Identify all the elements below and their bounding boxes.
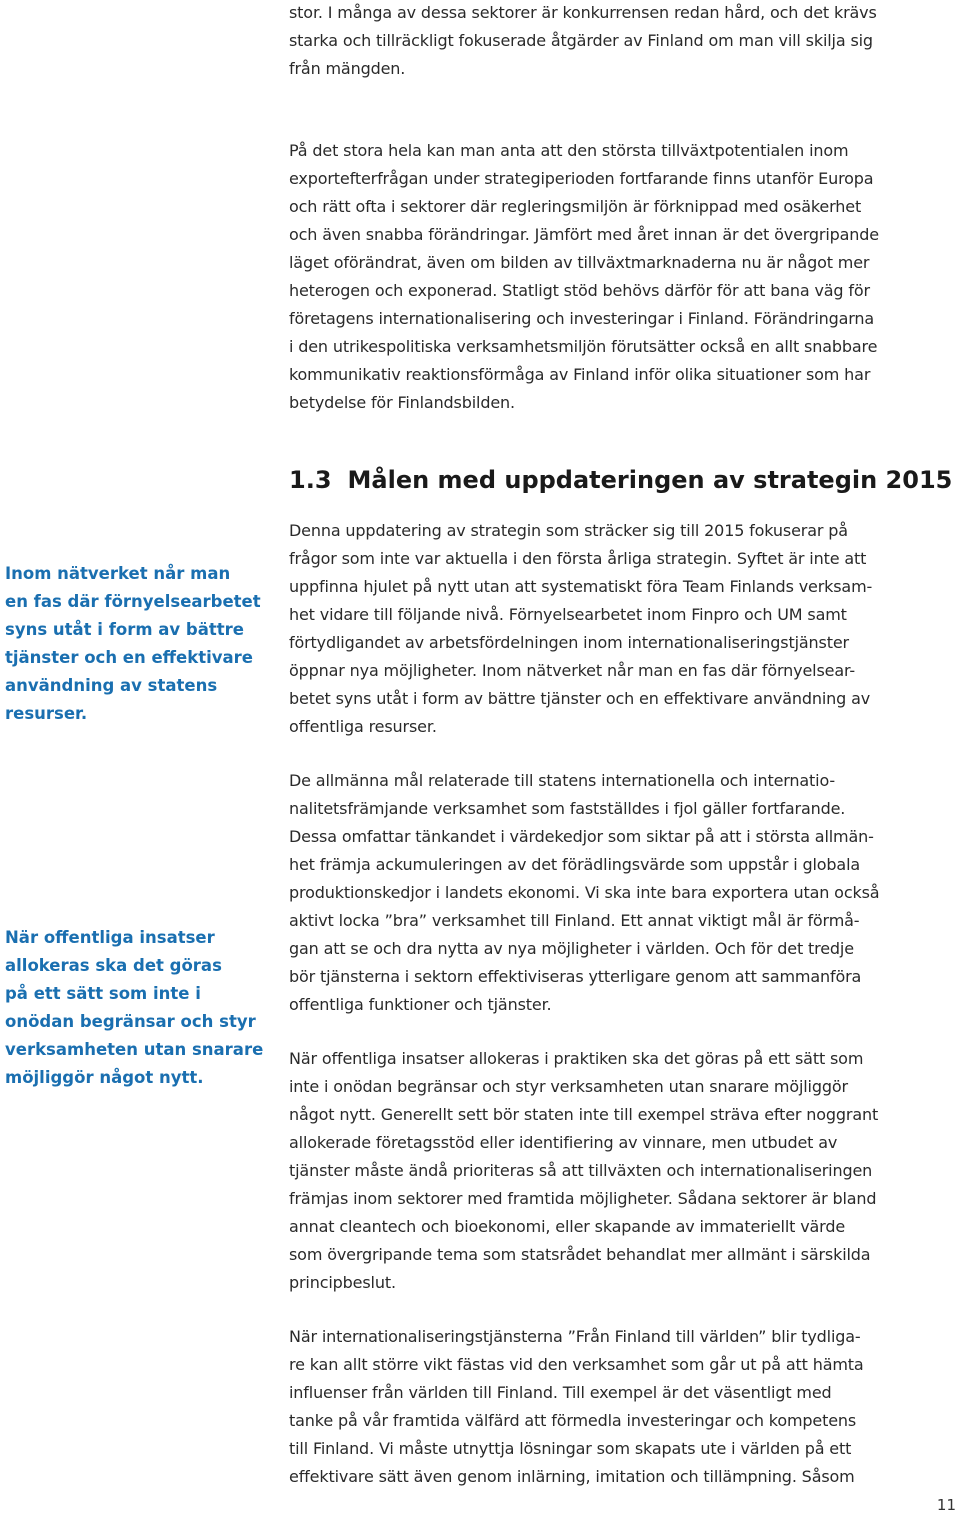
text-line: När internationaliseringstjänsterna ”Från Finland till världen” blir tydliga- <box>289 1327 861 1346</box>
quote-line: allokeras ska det göras <box>5 956 222 975</box>
text-line: frågor som inte var aktuella i den första årliga strategin. Syftet är inte att <box>289 549 867 568</box>
text-line: offentliga resurser. <box>289 717 437 736</box>
text-line: aktivt locka ”bra” verksamhet till Finland. Ett annat viktigt mål är förmå- <box>289 911 860 930</box>
quote-line: resurser. <box>5 704 88 723</box>
section-number: 1.3 <box>289 466 332 494</box>
quote-line: verksamheten utan snarare <box>5 1040 264 1059</box>
intro-paragraph <box>289 0 953 83</box>
paragraph-internationalisation <box>289 1323 953 1491</box>
paragraph-growth-potential <box>289 137 953 417</box>
text-line: gan att se och dra nytta av nya möjligheter i världen. Och för det tredje <box>289 939 854 958</box>
section-title: Målen med uppdateringen av strategin 2015 <box>347 466 953 494</box>
text-line: offentliga funktioner och tjänster. <box>289 995 552 1014</box>
text-line: re kan allt större vikt fästas vid den verksamhet som går ut på att hämta <box>289 1355 864 1374</box>
quote-line: användning av statens <box>5 676 218 695</box>
text-line: något nytt. Generellt sett bör staten inte till exempel sträva efter noggrant <box>289 1105 879 1124</box>
quote-line: Inom nätverket når man <box>5 564 231 583</box>
text-line: Dessa omfattar tänkandet i värdekedjor som siktar på att i största allmän- <box>289 827 874 846</box>
quote-line: onödan begränsar och styr <box>5 1012 256 1031</box>
text-line: När offentliga insatser allokeras i praktiken ska det göras på ett sätt som <box>289 1049 864 1068</box>
text-line: uppfinna hjulet på nytt utan att systematiskt föra Team Finlands verksam- <box>289 577 873 596</box>
text-line: från mängden. <box>289 59 406 78</box>
text-line: stor. I många av dessa sektorer är konkurrensen redan hård, och det krävs <box>289 3 877 22</box>
quote-line: syns utåt i form av bättre <box>5 620 244 639</box>
text-line: het vidare till följande nivå. Förnyelsearbetet inom Finpro och UM samt <box>289 605 847 624</box>
text-line: öppnar nya möjligheter. Inom nätverket når man en fas där förnyelsear- <box>289 661 856 680</box>
text-line: exportefterfrågan under strategiperioden fortfarande finns utanför Europa <box>289 169 874 188</box>
pull-quote-network <box>5 560 270 728</box>
quote-line: möjliggör något nytt. <box>5 1068 204 1087</box>
text-line: inte i onödan begränsar och styr verksamheten utan snarare möjliggör <box>289 1077 848 1096</box>
text-line: effektivare sätt även genom inlärning, imitation och tillämpning. Såsom <box>289 1467 855 1486</box>
text-line: betet syns utåt i form av bättre tjänster och en effektivare användning av <box>289 689 871 708</box>
text-line: heterogen och exponerad. Statligt stöd behövs därför för att bana väg för <box>289 281 870 300</box>
text-line: kommunikativ reaktionsförmåga av Finland inför olika situationer som har <box>289 365 871 384</box>
text-line: och rätt ofta i sektorer där regleringsmiljön är förknippad med osäkerhet <box>289 197 862 216</box>
text-line: De allmänna mål relaterade till statens internationella och internatio- <box>289 771 836 790</box>
quote-line: en fas där förnyelsearbetet <box>5 592 261 611</box>
text-line: tjänster måste ändå prioriteras så att tillväxten och internationaliseringen <box>289 1161 873 1180</box>
text-line: förtydligandet av arbetsfördelningen inom internationaliseringstjänster <box>289 633 849 652</box>
text-line: och även snabba förändringar. Jämfört med året innan är det övergripande <box>289 225 879 244</box>
text-line: betydelse för Finlandsbilden. <box>289 393 515 412</box>
text-line: bör tjänsterna i sektorn effektiviseras ytterligare genom att sammanföra <box>289 967 862 986</box>
text-line: läget oförändrat, även om bilden av tillväxtmarknaderna nu är något mer <box>289 253 870 272</box>
text-line: På det stora hela kan man anta att den största tillväxtpotentialen inom <box>289 141 849 160</box>
pull-quote-public-efforts <box>5 924 270 1092</box>
text-line: Denna uppdatering av strategin som sträcker sig till 2015 fokuserar på <box>289 521 848 540</box>
quote-line: tjänster och en effektivare <box>5 648 253 667</box>
text-line: annat cleantech och bioekonomi, eller skapande av immateriellt värde <box>289 1217 846 1236</box>
text-line: företagens internationalisering och investeringar i Finland. Förändringarna <box>289 309 875 328</box>
quote-line: på ett sätt som inte i <box>5 984 201 1003</box>
text-line: som övergripande tema som statsrådet behandlat mer allmänt i särskilda <box>289 1245 871 1264</box>
text-line: produktionskedjor i landets ekonomi. Vi ska inte bara exportera utan också <box>289 883 880 902</box>
text-line: principbeslut. <box>289 1273 396 1292</box>
text-line: främjas inom sektorer med framtida möjligheter. Sådana sektorer är bland <box>289 1189 877 1208</box>
text-line: i den utrikespolitiska verksamhetsmiljön förutsätter också en allt snabbare <box>289 337 878 356</box>
text-line: starka och tillräckligt fokuserade åtgärder av Finland om man vill skilja sig <box>289 31 873 50</box>
text-line: tanke på vår framtida välfärd att förmedla investeringar och kompetens <box>289 1411 857 1430</box>
main-column <box>289 0 953 1517</box>
text-line: het främja ackumuleringen av det förädlingsvärde som uppstår i globala <box>289 855 861 874</box>
paragraph-public-efforts <box>289 1045 953 1297</box>
paragraph-general-goals <box>289 767 953 1019</box>
text-line: allokerade företagsstöd eller identifiering av vinnare, men utbudet av <box>289 1133 838 1152</box>
text-line: till Finland. Vi måste utnyttja lösningar som skapats ute i världen på ett <box>289 1439 852 1458</box>
page-number: 11 <box>936 1496 956 1514</box>
text-line: nalitetsfrämjande verksamhet som fastställdes i fjol gäller fortfarande. <box>289 799 846 818</box>
paragraph-update-focus <box>289 517 953 741</box>
quote-line: När offentliga insatser <box>5 928 215 947</box>
section-heading <box>289 465 953 495</box>
text-line: influenser från världen till Finland. Till exempel är det väsentligt med <box>289 1383 832 1402</box>
